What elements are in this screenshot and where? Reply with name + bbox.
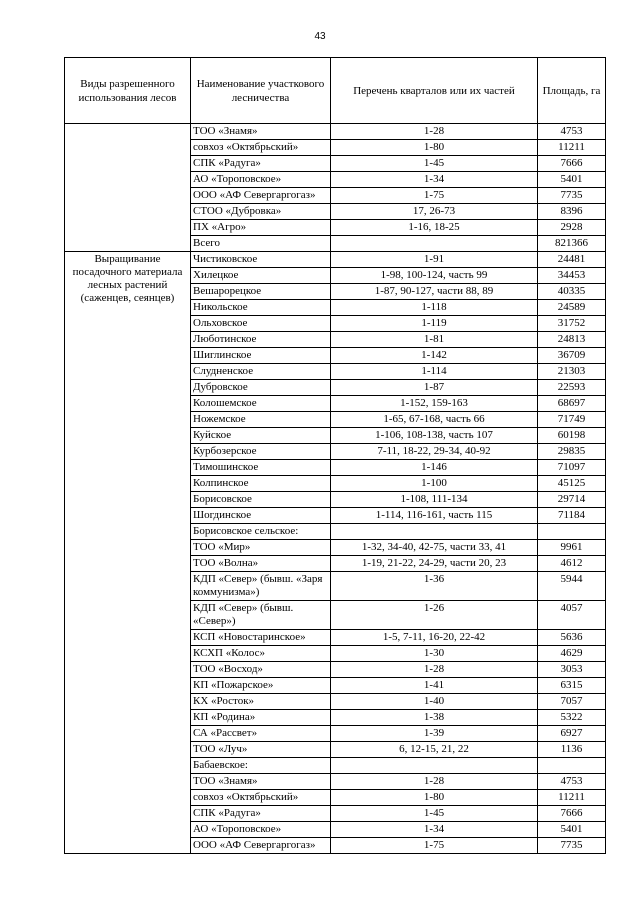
area-cell: 4629: [538, 646, 606, 662]
quarters-cell: 1-28: [331, 124, 538, 140]
district-name-cell: Борисовское сельское:: [191, 524, 331, 540]
area-cell: 2928: [538, 220, 606, 236]
district-name-cell: ООО «АФ Севергаргогаз»: [191, 838, 331, 854]
district-name-cell: ТОО «Знамя»: [191, 124, 331, 140]
area-cell: 21303: [538, 364, 606, 380]
area-cell: 4753: [538, 774, 606, 790]
quarters-cell: 1-80: [331, 790, 538, 806]
district-name-cell: ТОО «Знамя»: [191, 774, 331, 790]
quarters-cell: 1-34: [331, 172, 538, 188]
district-name-cell: ПХ «Агро»: [191, 220, 331, 236]
district-name-cell: СПК «Радуга»: [191, 806, 331, 822]
table-header-row: [65, 58, 606, 124]
district-name-cell: СТОО «Дубровка»: [191, 204, 331, 220]
area-cell: 5636: [538, 630, 606, 646]
area-cell: 71749: [538, 412, 606, 428]
quarters-cell: [331, 758, 538, 774]
district-name-cell: КП «Родина»: [191, 710, 331, 726]
quarters-cell: 1-45: [331, 806, 538, 822]
use-type-cell: Выращивание посадочного материала лесных растений (саженцев, сеянцев): [65, 252, 191, 854]
quarters-cell: 1-30: [331, 646, 538, 662]
quarters-cell: 1-87, 90-127, части 88, 89: [331, 284, 538, 300]
area-cell: 34453: [538, 268, 606, 284]
quarters-cell: 1-98, 100-124, часть 99: [331, 268, 538, 284]
district-name-cell: Борисовское: [191, 492, 331, 508]
district-name-cell: ТОО «Волна»: [191, 556, 331, 572]
district-name-cell: Тимошинское: [191, 460, 331, 476]
area-cell: 7735: [538, 188, 606, 204]
district-name-cell: Колошемское: [191, 396, 331, 412]
quarters-cell: 1-26: [331, 601, 538, 630]
area-cell: 5322: [538, 710, 606, 726]
area-cell: [538, 524, 606, 540]
area-cell: 71097: [538, 460, 606, 476]
area-cell: 6315: [538, 678, 606, 694]
district-name-cell: КХ «Росток»: [191, 694, 331, 710]
quarters-cell: 1-36: [331, 572, 538, 601]
area-cell: 29714: [538, 492, 606, 508]
area-cell: 5401: [538, 822, 606, 838]
district-name-cell: Ольховское: [191, 316, 331, 332]
quarters-cell: 1-41: [331, 678, 538, 694]
header-use-type: Виды разрешенного использования лесов: [65, 58, 191, 124]
area-cell: 5401: [538, 172, 606, 188]
quarters-cell: 1-87: [331, 380, 538, 396]
district-name-cell: Вешарорецкое: [191, 284, 331, 300]
area-cell: 6927: [538, 726, 606, 742]
table-row: [65, 252, 606, 268]
area-cell: 40335: [538, 284, 606, 300]
area-cell: 31752: [538, 316, 606, 332]
district-name-cell: Шогдинское: [191, 508, 331, 524]
area-cell: 24481: [538, 252, 606, 268]
district-name-cell: Слудненское: [191, 364, 331, 380]
district-name-cell: Дубровское: [191, 380, 331, 396]
district-name-cell: Люботинское: [191, 332, 331, 348]
table-body-bottom: [65, 252, 606, 854]
quarters-cell: 1-75: [331, 838, 538, 854]
area-cell: 24813: [538, 332, 606, 348]
district-name-cell: СПК «Радуга»: [191, 156, 331, 172]
district-name-cell: Куйское: [191, 428, 331, 444]
quarters-cell: 1-119: [331, 316, 538, 332]
quarters-cell: 17, 26-73: [331, 204, 538, 220]
header-district-name: Наименование участкового лесничества: [191, 58, 331, 124]
area-cell: 22593: [538, 380, 606, 396]
quarters-cell: 1-106, 108-138, часть 107: [331, 428, 538, 444]
district-name-cell: совхоз «Октябрьский»: [191, 140, 331, 156]
quarters-cell: 1-152, 159-163: [331, 396, 538, 412]
area-cell: 68697: [538, 396, 606, 412]
district-name-cell: КСХП «Колос»: [191, 646, 331, 662]
area-cell: 60198: [538, 428, 606, 444]
use-type-cell: [65, 124, 191, 252]
area-cell: 7735: [538, 838, 606, 854]
district-name-cell: Хилецкое: [191, 268, 331, 284]
quarters-cell: 1-114: [331, 364, 538, 380]
district-name-cell: Чистиковское: [191, 252, 331, 268]
table-body-top: [65, 124, 606, 252]
quarters-cell: 7-11, 18-22, 29-34, 40-92: [331, 444, 538, 460]
quarters-cell: 1-28: [331, 774, 538, 790]
header-area: Площадь, га: [538, 58, 606, 124]
district-name-cell: Ножемское: [191, 412, 331, 428]
district-name-cell: АО «Тороповское»: [191, 172, 331, 188]
quarters-cell: 1-142: [331, 348, 538, 364]
header-quarters: Перечень кварталов или их частей: [331, 58, 538, 124]
district-name-cell: Шиглинское: [191, 348, 331, 364]
area-cell: 36709: [538, 348, 606, 364]
area-cell: 29835: [538, 444, 606, 460]
area-cell: 7666: [538, 156, 606, 172]
quarters-cell: 1-75: [331, 188, 538, 204]
quarters-cell: 1-146: [331, 460, 538, 476]
area-cell: 8396: [538, 204, 606, 220]
quarters-cell: 1-118: [331, 300, 538, 316]
district-name-cell: Никольское: [191, 300, 331, 316]
area-cell: 9961: [538, 540, 606, 556]
district-name-cell: КДП «Север» (бывш. «Заря коммунизма»): [191, 572, 331, 601]
quarters-cell: 1-5, 7-11, 16-20, 22-42: [331, 630, 538, 646]
quarters-cell: 6, 12-15, 21, 22: [331, 742, 538, 758]
area-cell: 11211: [538, 790, 606, 806]
quarters-cell: 1-91: [331, 252, 538, 268]
quarters-cell: [331, 524, 538, 540]
page-number: 43: [314, 31, 326, 42]
district-name-cell: КСП «Новостаринское»: [191, 630, 331, 646]
quarters-cell: 1-80: [331, 140, 538, 156]
area-cell: 4753: [538, 124, 606, 140]
district-name-cell: КДП «Север» (бывш. «Север»): [191, 601, 331, 630]
area-cell: 11211: [538, 140, 606, 156]
quarters-cell: 1-28: [331, 662, 538, 678]
quarters-cell: 1-38: [331, 710, 538, 726]
district-name-cell: СА «Рассвет»: [191, 726, 331, 742]
area-cell: 4612: [538, 556, 606, 572]
quarters-cell: 1-32, 34-40, 42-75, части 33, 41: [331, 540, 538, 556]
quarters-cell: 1-45: [331, 156, 538, 172]
quarters-cell: [331, 236, 538, 252]
district-name-cell: ТОО «Луч»: [191, 742, 331, 758]
area-cell: 821366: [538, 236, 606, 252]
quarters-cell: 1-114, 116-161, часть 115: [331, 508, 538, 524]
district-name-cell: совхоз «Октябрьский»: [191, 790, 331, 806]
table-row: [65, 124, 606, 140]
area-cell: 71184: [538, 508, 606, 524]
quarters-cell: 1-108, 111-134: [331, 492, 538, 508]
quarters-cell: 1-16, 18-25: [331, 220, 538, 236]
district-name-cell: Колпинское: [191, 476, 331, 492]
forest-use-table: [64, 57, 606, 854]
district-name-cell: ООО «АФ Севергаргогаз»: [191, 188, 331, 204]
district-name-cell: КП «Пожарское»: [191, 678, 331, 694]
quarters-cell: 1-100: [331, 476, 538, 492]
quarters-cell: 1-19, 21-22, 24-29, части 20, 23: [331, 556, 538, 572]
quarters-cell: 1-81: [331, 332, 538, 348]
district-name-cell: АО «Тороповское»: [191, 822, 331, 838]
district-name-cell: Всего: [191, 236, 331, 252]
district-name-cell: Бабаевское:: [191, 758, 331, 774]
area-cell: 3053: [538, 662, 606, 678]
area-cell: 1136: [538, 742, 606, 758]
area-cell: 24589: [538, 300, 606, 316]
area-cell: 7057: [538, 694, 606, 710]
district-name-cell: Курбозерское: [191, 444, 331, 460]
area-cell: 45125: [538, 476, 606, 492]
district-name-cell: ТОО «Восход»: [191, 662, 331, 678]
area-cell: 4057: [538, 601, 606, 630]
quarters-cell: 1-40: [331, 694, 538, 710]
quarters-cell: 1-65, 67-168, часть 66: [331, 412, 538, 428]
area-cell: 5944: [538, 572, 606, 601]
quarters-cell: 1-34: [331, 822, 538, 838]
quarters-cell: 1-39: [331, 726, 538, 742]
area-cell: [538, 758, 606, 774]
district-name-cell: ТОО «Мир»: [191, 540, 331, 556]
area-cell: 7666: [538, 806, 606, 822]
